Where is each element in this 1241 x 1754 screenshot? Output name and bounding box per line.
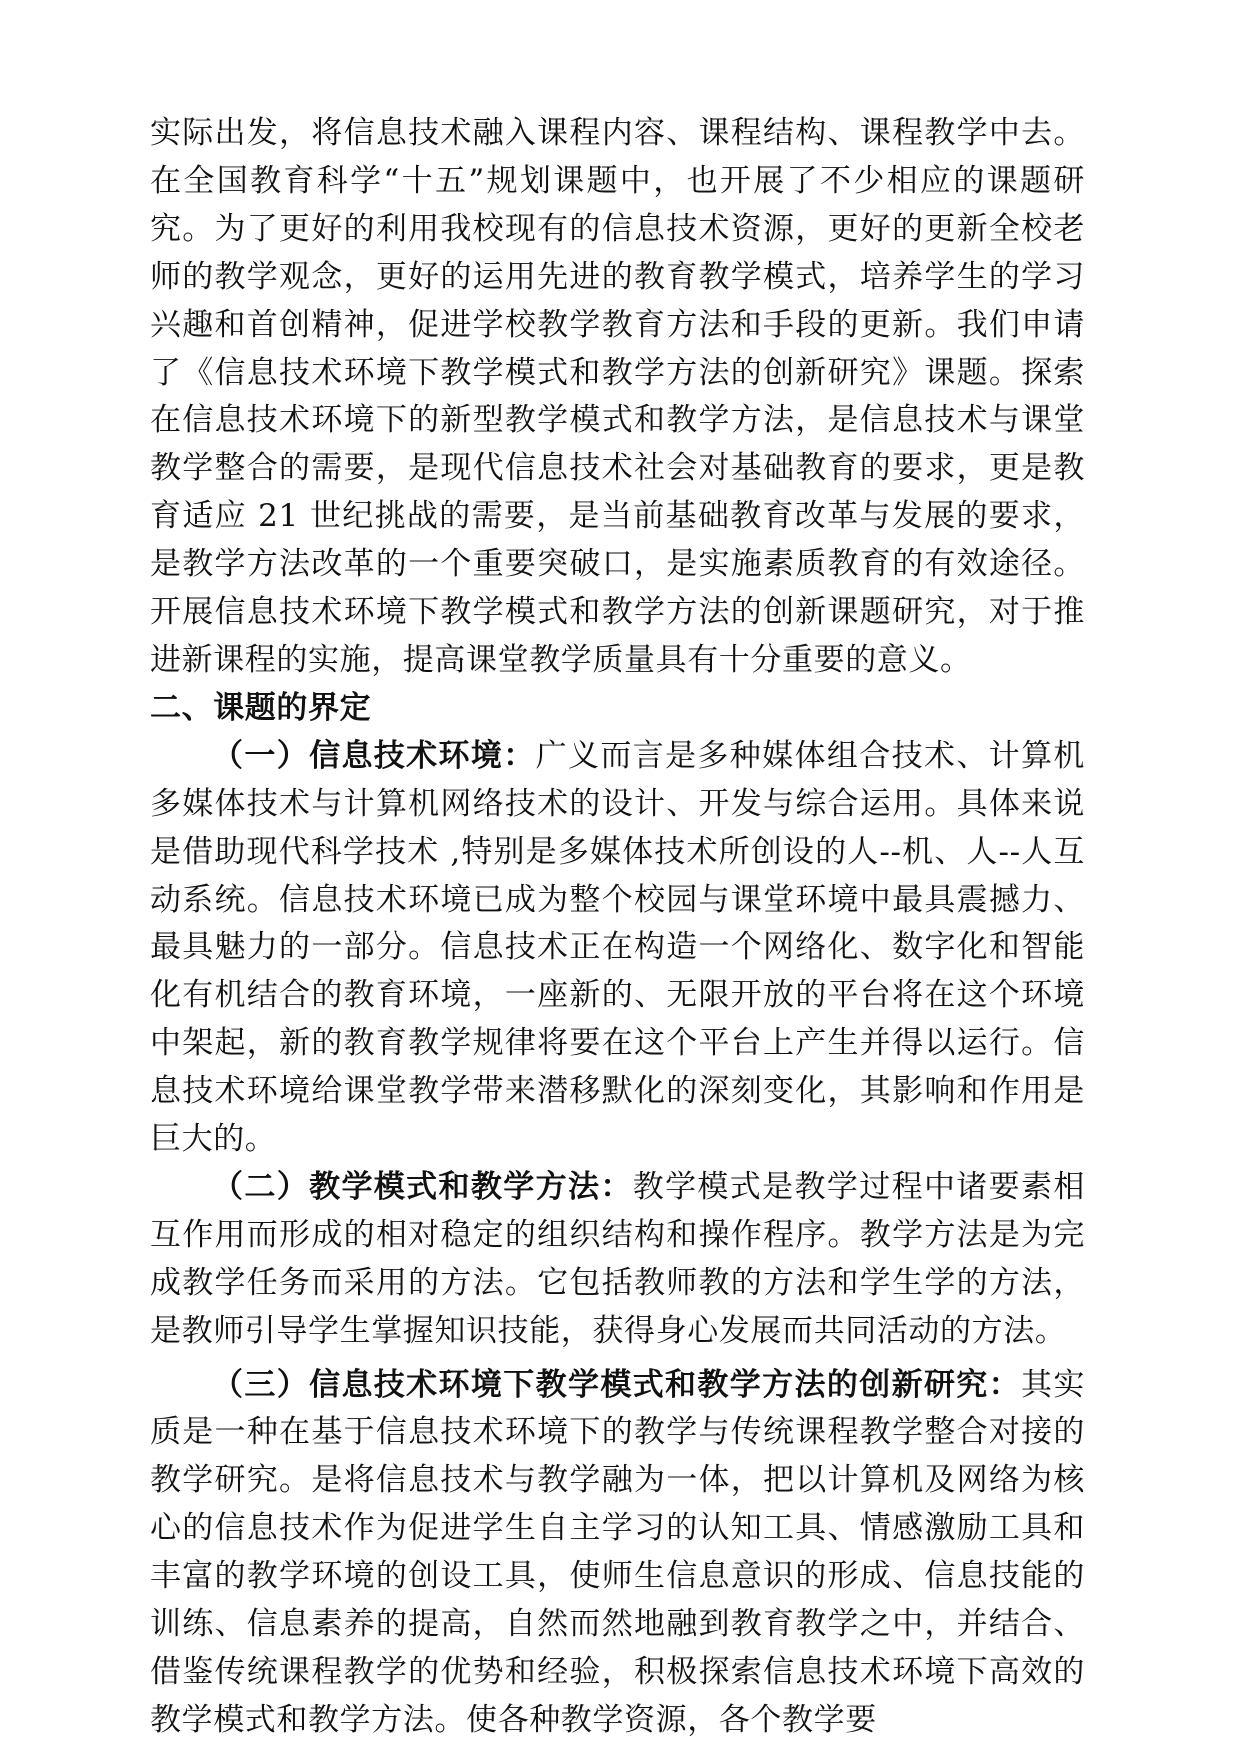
intro-paragraph: 实际出发，将信息技术融入课程内容、课程结构、课程教学中去。在全国教育科学“十五”规划课题中，也开展了不少相应的课题研究。为了更好的利用我校现有的信息技术资源，更好的更新全校老师的教学观念，更好的运用先进的教育教学模式，培养学生的学习兴趣和首创精神，促进学校教学教育方法和手段的更新。我们申请了《信息技术环境下教学模式和教学方法的创新研究》课题。探索在信息技术环境下的新型教学模式和教学方法，是信息技术与课堂教学整合的需要，是现代信息技术社会对基础教育的要求，更是教育适应 21 世纪挑战的需要，是当前基础教育改革与发展的要求，是教学方法改革的一个重要突破口，是实施素质教育的有效途径。开展信息技术环境下教学模式和教学方法的创新课题研究，对于推进新课程的实施，提高课堂教学质量具有十分重要的意义。 bbox=[150, 115, 1085, 678]
definition-text-2: 教学模式是教学过程中诸要素相互作用而形成的相对稳定的组织结构和操作程序。教学方法是为完成教学任务而采用的方法。它包括教师教的方法和学生学的方法，是教师引导学生掌握知识技能，获得身心发展而共同活动的方法。 bbox=[150, 1168, 1085, 1349]
document-page bbox=[150, 110, 1085, 1745]
definition-text-3: 其实质是一种在基于信息技术环境下的教学与传统课程教学整合对接的教学研究。是将信息技术与教学融为一体，把以计算机及网络为核心的信息技术作为促进学生自主学习的认知工具、情感激励工具和丰富的教学环境的创设工具，使师生信息意识的形成、信息技能的训练、信息素养的提高，自然而然地融到教育教学之中，并结合、借鉴传统课程教学的优势和经验，积极探索信息技术环境下高效的教学模式和教学方法。使各种教学资源，各个教学要 bbox=[150, 1366, 1086, 1738]
section-heading: 二、课题的界定 bbox=[150, 689, 372, 726]
definition-term-2: （二）教学模式和教学方法： bbox=[212, 1168, 633, 1205]
definition-paragraph-1 bbox=[150, 733, 1085, 1164]
definition-paragraph-2 bbox=[150, 1164, 1085, 1356]
definition-text-1: 广义而言是多种媒体组合技术、计算机多媒体技术与计算机网络技术的设计、开发与综合运用。具体来说是借助现代科学技术 ,特别是多媒体技术所创设的人--机、人--人互动系统。信息技术环境已成为整个校园与课堂环境中最具震撼力、最具魅力的一部分。信息技术正在构造一个网络化、数字化和智能化有机结合的教育环境，一座新的、无限开放的平台将在这个环境中架起，新的教育教学规律将要在这个平台上产生并得以运行。信息技术环境给课堂教学带来潜移默化的深刻变化，其影响和作用是巨大的。 bbox=[150, 737, 1086, 1158]
definition-term-3: （三）信息技术环境下教学模式和教学方法的创新研究： bbox=[212, 1366, 1022, 1403]
definition-term-1: （一）信息技术环境： bbox=[212, 737, 536, 774]
definition-paragraph-3 bbox=[150, 1362, 1085, 1745]
